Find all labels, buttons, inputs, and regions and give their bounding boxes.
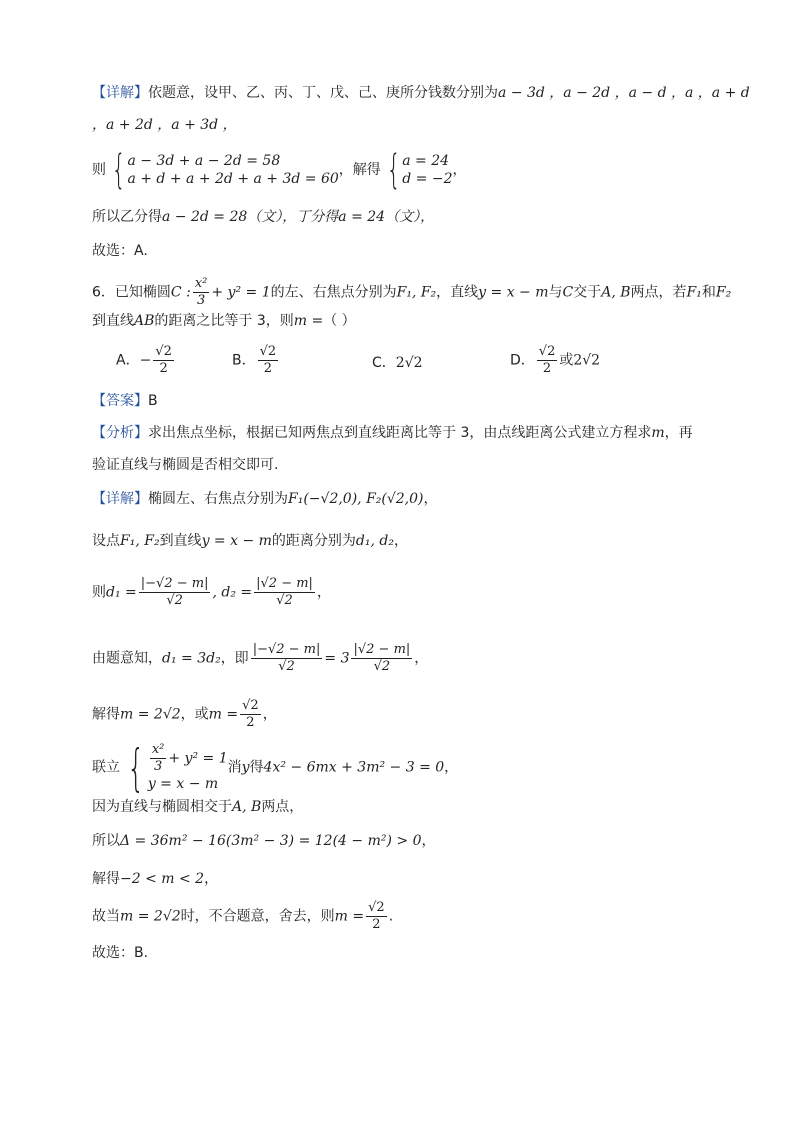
analysis-line-1: 【分析】求出焦点坐标，根据已知两焦点到直线距离比等于 3，由点线距离公式建立方程求m，再 [92,425,693,441]
detail-line-2: ，a + 2d ，a + 3d ， [92,117,237,133]
detail-line-1: 【详解】依题意，设甲、乙、丙、丁、戊、己、庚所分钱数分别为a − 3d ，a − 2d ，a − d ，a ，a + d [92,85,750,101]
option-c[interactable]: C．2√2 [372,355,423,371]
option-a[interactable]: A．− $\frac{√2}{2}$ [116,344,172,376]
detail-6-line-8: 所以Δ = 36m² − 16(3m² − 3) = 12(4 − m²) > 0， [92,833,436,849]
detail-6-line-5: 解得m = 2√2，或m = $\frac{√2}{2}$ ， [92,698,277,730]
answer-line-1: 故选：A. [92,243,148,259]
option-d[interactable]: D． $\frac{√2}{2}$ 或2√2 [510,344,601,376]
analysis-line-2: 验证直线与椭圆是否相交即可. [92,457,279,473]
detail-line-4: 所以乙分得a − 2d = 28（文），丁分得a = 24（文）， [92,209,435,225]
detail-6-line-10: 故当m = 2√2时，不合题意，舍去，则m = $\frac{√2}{2}$ . [92,900,394,932]
question-6-stem-1: 6．已知椭圆C : $\frac{\text{x²}}{3}$ + y² = 1的左、右焦点分别为F₁, F₂，直线y = x − m与C交于A, B两点，若F₁和F₂ [92,276,732,308]
detail-tag: 【详解】 [92,85,148,101]
option-b[interactable]: B． $\frac{√2}{2}$ [232,344,277,376]
detail-6-line-6: 联立 { $\frac{\text{x²}}{3}$ + y² = 1 y = x − m 消y得4x² − 6mx + 3m² − 3 = 0， [92,738,459,797]
answer-line: 【答案】B [92,393,158,409]
detail-6-line-2: 设点F₁, F₂到直线y = x − m的距离分别为d₁, d₂， [92,533,408,549]
detail-6-line-3: 则d₁ = $\frac{|-√2 - m|}{√2}$ , d₂ = $\frac{|√2 - m|}{√2}$ ， [92,576,331,608]
detail-6-line-9: 解得−2 < m < 2， [92,871,219,887]
detail-6-line-1: 【详解】椭圆左、右焦点分别为F₁(−√2,0), F₂(√2,0)， [92,491,438,507]
detail-6-line-4: 由题意知，d₁ = 3d₂，即 $\frac{|-√2 - m|}{√2}$ = 3 $\frac{|√2 - m|}{√2}$ ， [92,642,429,674]
system-line: 则 { a − 3d + a − 2d = 58 a + d + a + 2d + a + 3d = 60 ，解得 { a = 24 d = −2 ， [92,147,467,193]
final-answer: 故选：B. [92,945,149,961]
detail-6-line-7: 因为直线与椭圆相交于A, B两点， [92,799,304,815]
question-6-stem-2: 到直线AB的距离之比等于 3，则m =（ ） [92,313,356,329]
